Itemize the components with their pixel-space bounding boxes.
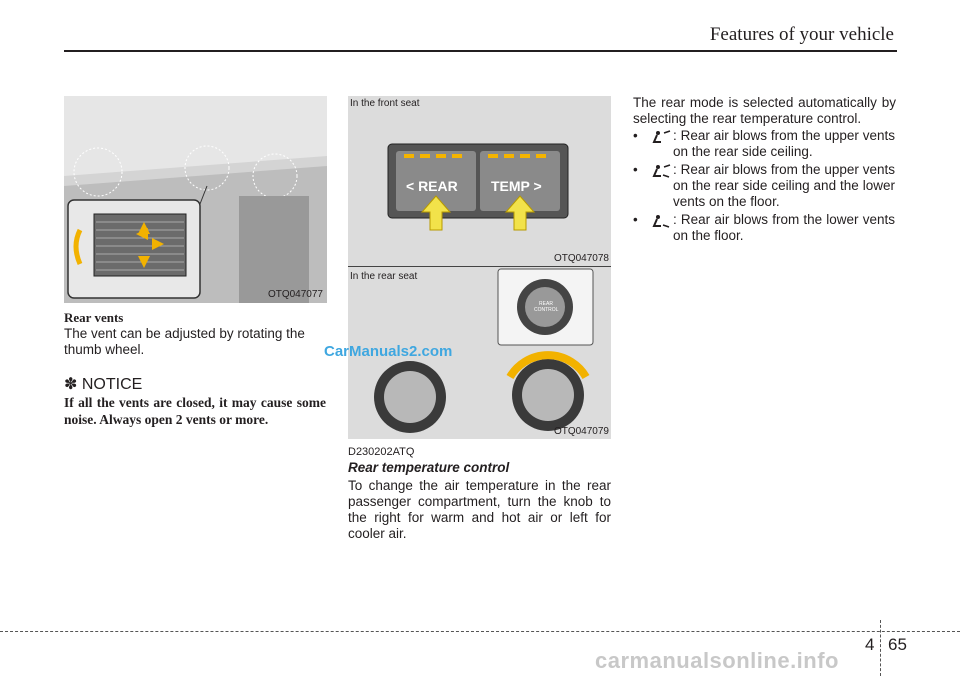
chapter-number: 4 (865, 635, 875, 654)
bullet: • (633, 128, 638, 143)
lower-vents-icon (649, 214, 671, 228)
rear-seat-code: OTQ047079 (553, 426, 609, 437)
header-rule (64, 50, 897, 52)
footer-rule (0, 631, 960, 632)
list-item (633, 128, 896, 162)
temp-button-label: TEMP > (491, 178, 542, 194)
page-number: 65 (888, 635, 907, 654)
rear-button-label: < REAR (406, 178, 458, 194)
front-seat-code: OTQ047078 (553, 253, 609, 264)
list-item-text: : Rear air blows from the lower vents on the floor. (673, 212, 895, 243)
rear-vent-figure (64, 96, 327, 303)
bullet: • (633, 162, 638, 177)
rear-seat-label: In the rear seat (350, 271, 418, 282)
watermark-top: CarManuals2.com (324, 343, 453, 360)
rear-temp-switch-illustration (348, 96, 611, 266)
knob-label: REAR CONTROL (534, 301, 559, 313)
front-seat-label: In the front seat (350, 98, 420, 109)
list-item (633, 212, 896, 246)
rear-temp-body: To change the air temperature in the rear passenger compartment, turn the knob to the right for warm and hot air or left for cooler air. (348, 478, 611, 541)
figure-code: OTQ047077 (267, 289, 323, 300)
list-item-text: : Rear air blows from the upper vents on the rear side ceiling and the lower vents on the floor. (673, 162, 895, 209)
footer-separator (880, 620, 882, 676)
list-item (633, 162, 896, 214)
doc-code: D230202ATQ (348, 446, 415, 458)
upper-vents-icon (649, 130, 671, 144)
notice-title: ✽ NOTICE (64, 376, 143, 393)
rear-temp-heading: Rear temperature control (348, 460, 510, 475)
notice-body: If all the vents are closed, it may cause some noise. Always open 2 vents or more. (64, 395, 326, 427)
running-header: Features of your vehicle (709, 24, 894, 45)
rear-vents-body: The vent can be adjusted by rotating the thumb wheel. (64, 326, 305, 357)
rear-mode-intro: The rear mode is selected automatically by selecting the rear temperature control. (633, 95, 896, 126)
rear-vent-illustration (64, 96, 327, 303)
front-seat-figure (348, 96, 611, 266)
section-title: Rear vents (64, 310, 124, 325)
upper-lower-vents-icon (649, 164, 671, 178)
watermark-bottom: carmanualsonline.info (595, 648, 839, 673)
list-item-text: : Rear air blows from the upper vents on the rear side ceiling. (673, 128, 895, 159)
bullet: • (633, 212, 638, 227)
